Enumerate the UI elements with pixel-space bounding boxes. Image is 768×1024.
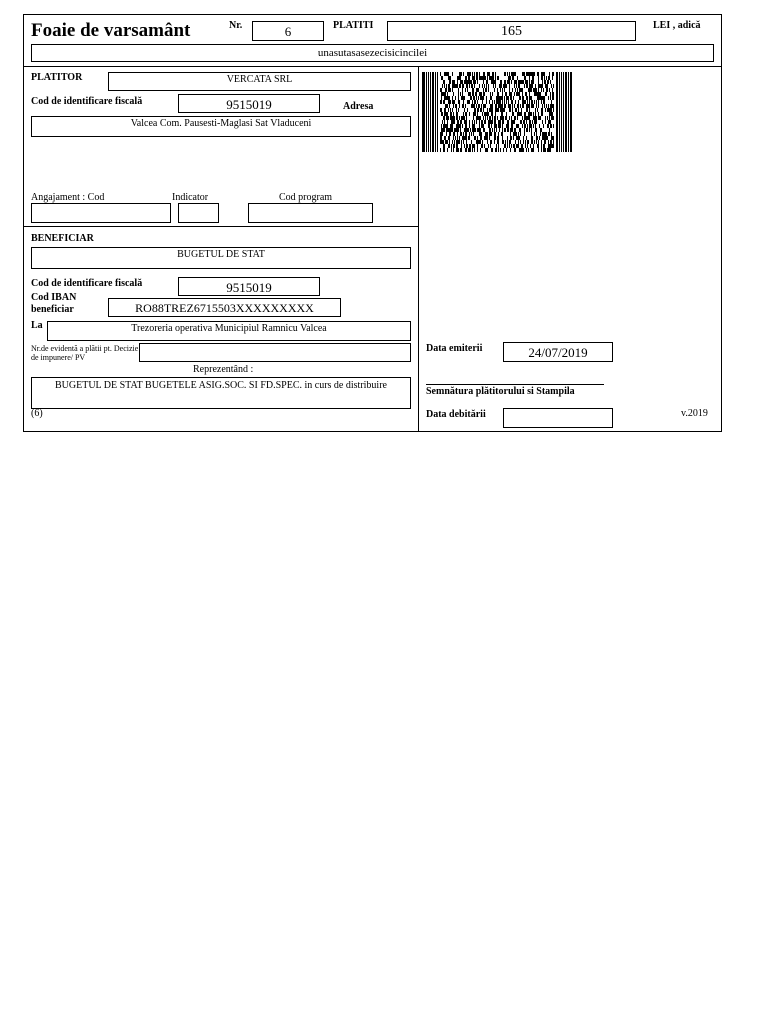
angajament-cod-field[interactable] xyxy=(31,203,171,223)
data-debitarii-field[interactable] xyxy=(503,408,613,428)
iban-value: RO88TREZ6715503XXXXXXXXX xyxy=(135,301,314,315)
platiti-label: PLATITI xyxy=(333,20,374,31)
amount-words-value: unasutasasezecisicincilei xyxy=(317,47,428,59)
cod-program-label: Cod program xyxy=(279,192,333,203)
beneficiary-cif-label: Cod de identificare fiscală xyxy=(31,278,143,289)
reprezentand-label: Reprezentând : xyxy=(193,364,254,375)
cod-program-field[interactable] xyxy=(248,203,373,223)
address-label: Adresa xyxy=(343,101,374,112)
nr-value: 6 xyxy=(284,24,292,39)
la-label: La xyxy=(31,320,43,331)
right-panel-divider xyxy=(418,66,419,432)
amount-words-field[interactable] xyxy=(31,44,714,62)
indicator-label: Indicator xyxy=(172,192,209,203)
payer-name-field[interactable] xyxy=(108,72,411,91)
amount-value: 165 xyxy=(501,24,522,39)
payer-cif-field[interactable] xyxy=(178,94,320,113)
payer-cif-value: 9515019 xyxy=(226,97,272,112)
treasury-value: Trezoreria operativa Municipiul Ramnicu Valcea xyxy=(131,323,327,334)
semnatura-label: Semnătura plătitorului si Stampila xyxy=(426,386,575,397)
data-debitarii-label: Data debitării xyxy=(426,409,486,420)
beneficiary-cif-value: 9515019 xyxy=(226,280,272,295)
data-emiterii-label: Data emiterii xyxy=(426,343,483,354)
address-field[interactable] xyxy=(31,116,411,137)
nr-evidenta-field[interactable] xyxy=(139,343,411,362)
lei-label: LEI , adică xyxy=(653,20,701,31)
nr-label: Nr. xyxy=(229,20,243,31)
header-divider xyxy=(23,66,721,67)
reprezentand-value: BUGETUL DE STAT BUGETELE ASIG.SOC. SI FD.SPEC. in curs de distribuire xyxy=(55,380,387,391)
indicator-field[interactable] xyxy=(178,203,219,223)
beneficiary-name-value: BUGETUL DE STAT xyxy=(177,249,265,260)
beneficiary-name-field[interactable] xyxy=(31,247,411,269)
beneficiary-section-label: BENEFICIAR xyxy=(31,233,94,244)
payer-section-label: PLATITOR xyxy=(31,72,83,83)
treasury-field[interactable] xyxy=(47,321,411,341)
nr-evidenta-label: Nr.de evidentă a plătii pt. Decizie de impunere/ PV xyxy=(31,344,139,362)
payer-beneficiary-divider xyxy=(23,226,419,227)
payer-name-value: VERCATA SRL xyxy=(226,74,293,85)
form-title: Foaie de varsamânt xyxy=(31,20,191,41)
version-label: v.2019 xyxy=(681,408,708,419)
iban-label: Cod IBAN beneficiar xyxy=(31,292,77,315)
payer-cif-label: Cod de identificare fiscală xyxy=(31,96,143,107)
iban-field[interactable] xyxy=(108,298,341,317)
address-value: Valcea Com. Pausesti-Maglasi Sat Vladuceni xyxy=(130,118,312,129)
nr-field[interactable] xyxy=(252,21,324,41)
beneficiary-cif-field[interactable] xyxy=(178,277,320,296)
pdf417-barcode-icon xyxy=(422,72,572,152)
amount-field[interactable] xyxy=(387,21,636,41)
footer-code: (6) xyxy=(31,408,43,419)
reprezentand-field[interactable] xyxy=(31,377,411,409)
data-emiterii-value: 24/07/2019 xyxy=(528,345,588,360)
data-emiterii-field[interactable] xyxy=(503,342,613,362)
angajament-label: Angajament : Cod xyxy=(31,192,105,203)
signature-line xyxy=(426,384,604,385)
